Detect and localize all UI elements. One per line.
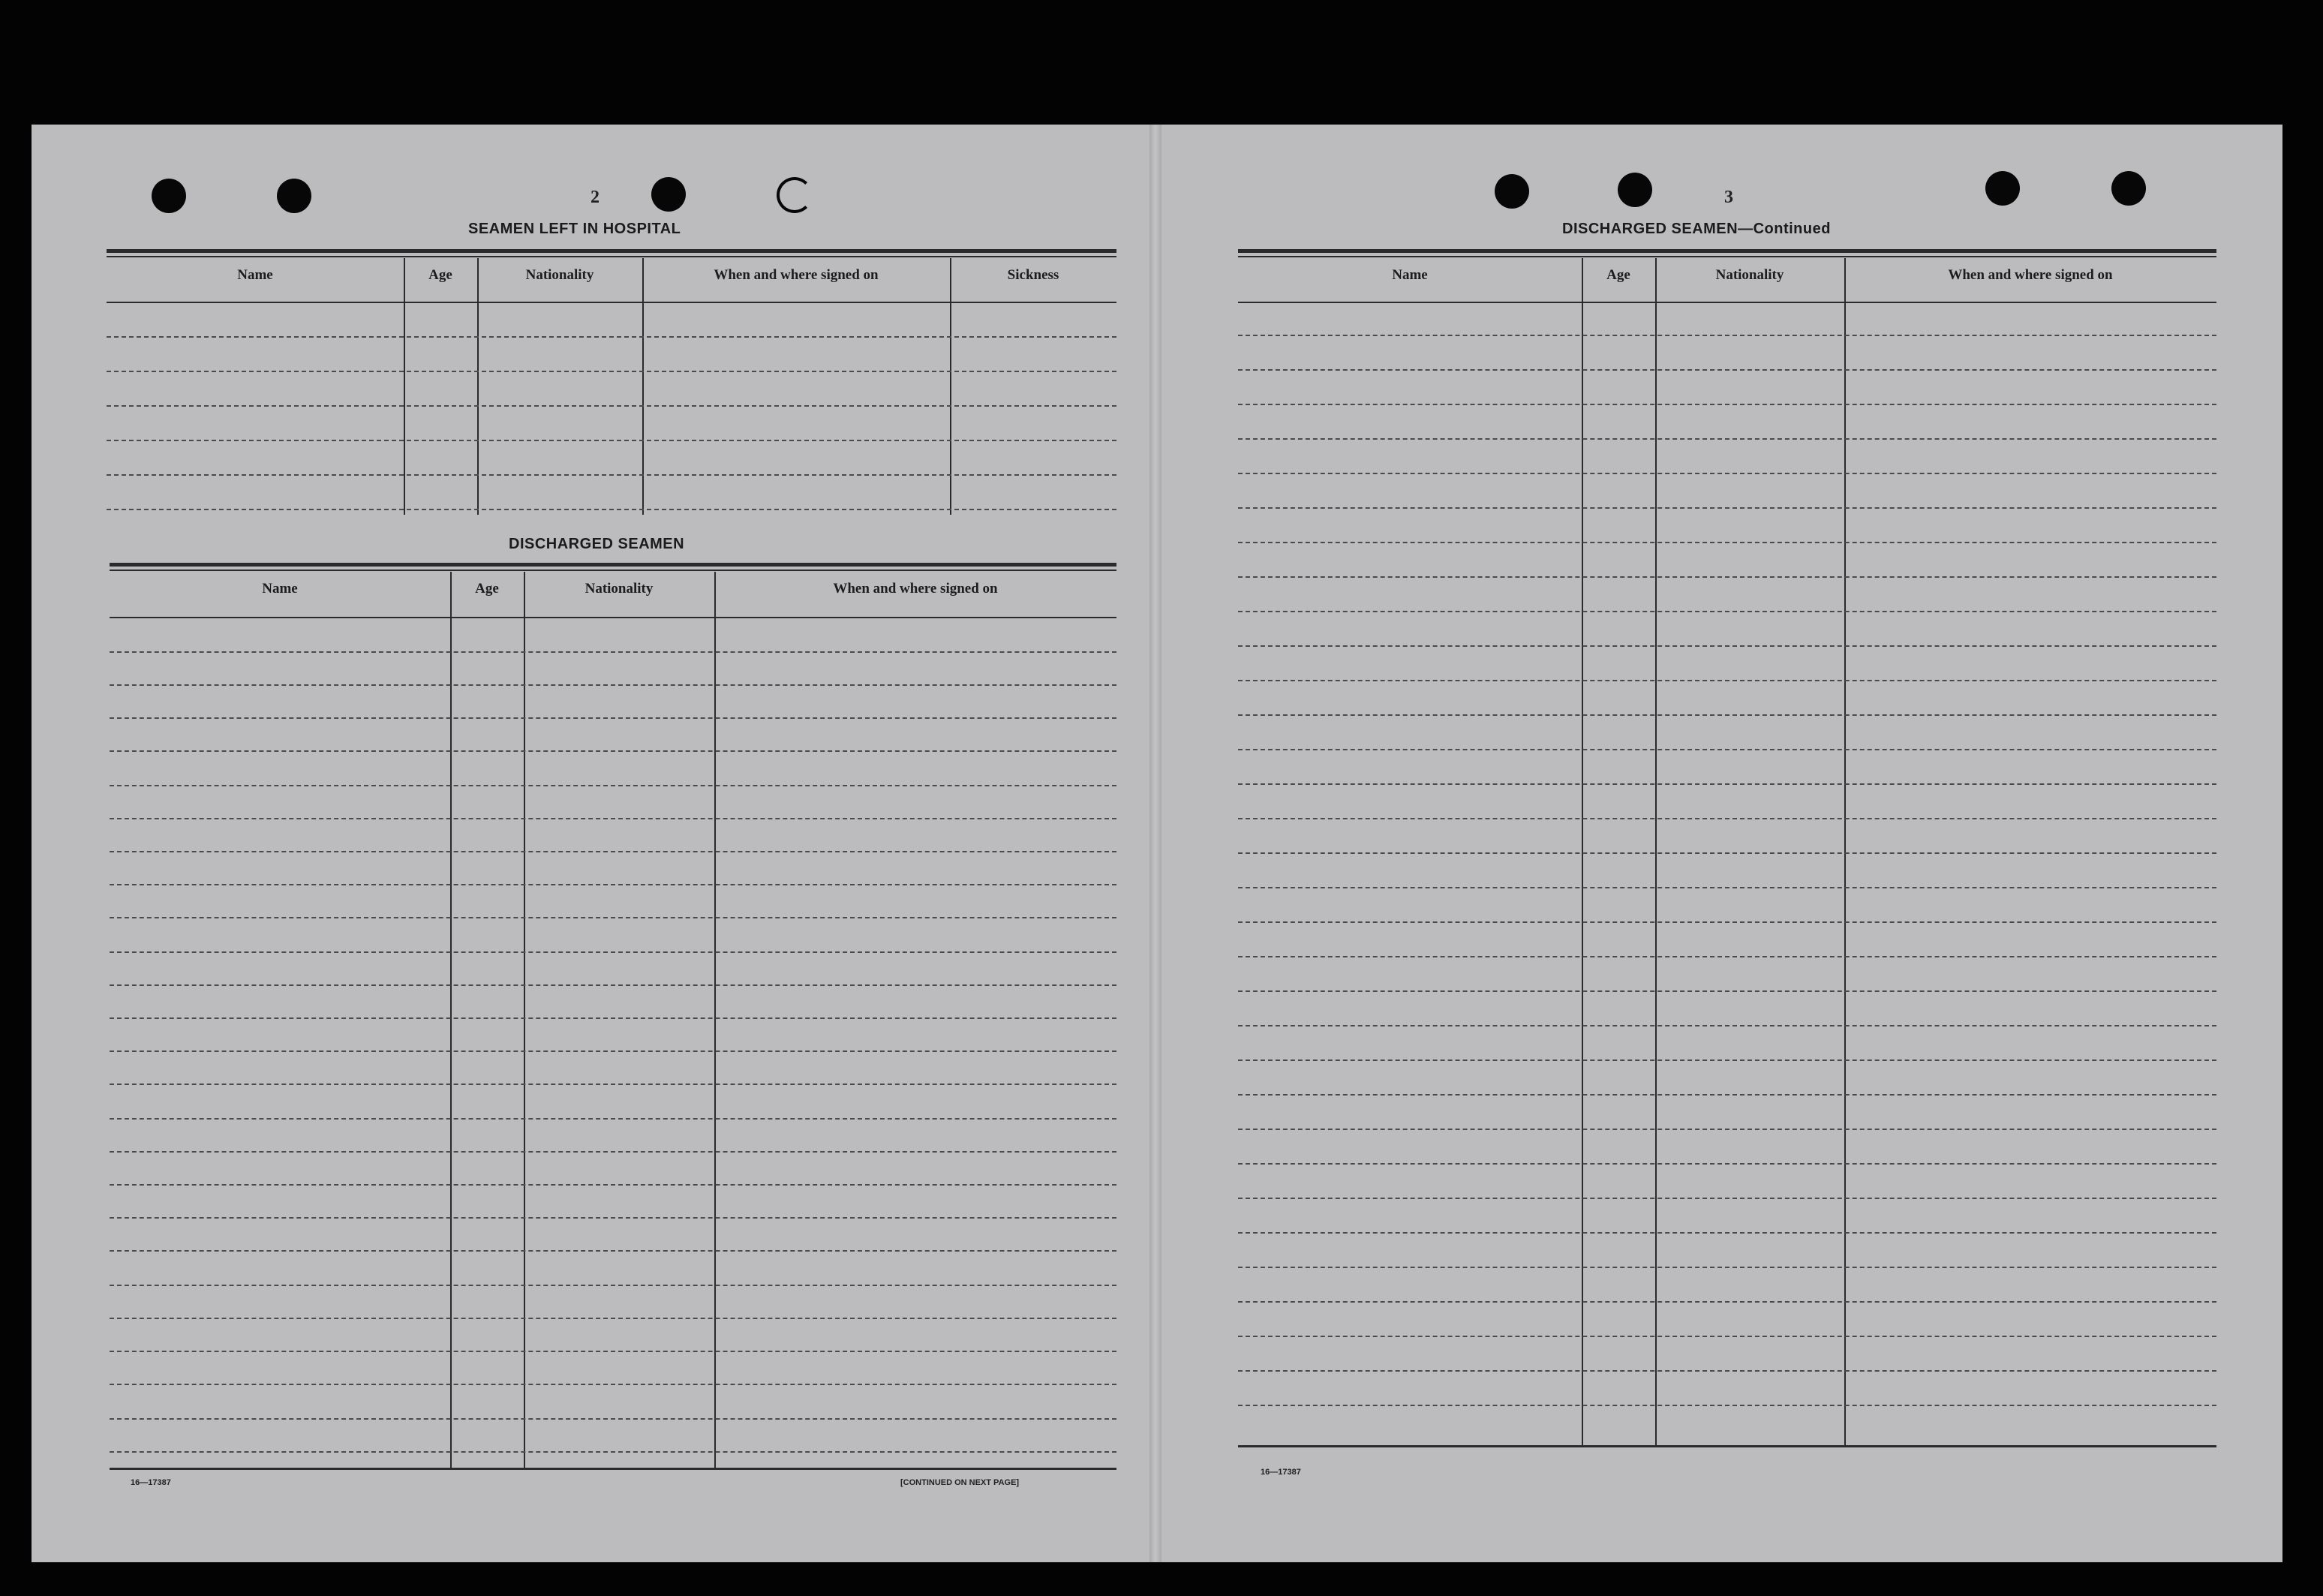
discharged-table [110,563,1116,1471]
hospital-table [107,249,1116,519]
discharged-continued-title-main: DISCHARGED SEAMEN [1562,221,1738,237]
page-number: 2 [591,188,600,207]
page-fold [1149,125,1162,1562]
form-number: 16—17387 [131,1478,171,1487]
discharged-continued-title-suffix: —Continued [1738,221,1831,237]
punch-hole [277,179,311,213]
column-header-age: Age [428,267,452,283]
column-header-name: Name [262,581,298,597]
form-number: 16—17387 [1261,1468,1301,1477]
punch-hole [651,177,686,212]
column-header-name: Name [237,267,273,283]
punch-hole [1618,173,1652,207]
punch-hole [2111,171,2146,206]
column-header-name: Name [1392,267,1428,283]
discharged-section-title: DISCHARGED SEAMEN [509,536,685,552]
right-page [1162,125,2282,1562]
punch-hole [777,177,813,213]
column-header-nationality: Nationality [525,267,594,283]
punch-hole [1495,174,1529,209]
continued-note: [CONTINUED ON NEXT PAGE] [900,1478,1020,1487]
document-sheet [32,125,2282,1562]
hospital-section-title: SEAMEN LEFT IN HOSPITAL [468,221,681,237]
column-header-when-where: When and where signed on [833,581,998,597]
column-header-nationality: Nationality [585,581,654,597]
column-header-age: Age [1606,267,1630,283]
column-header-sickness: Sickness [1007,267,1059,283]
left-page [32,125,1149,1562]
discharged-continued-table [1238,249,2216,1448]
punch-hole [152,179,186,213]
page-number: 3 [1724,188,1733,207]
punch-hole [1985,171,2020,206]
column-header-age: Age [475,581,499,597]
discharged-continued-title [1562,221,1831,238]
column-header-when-where: When and where signed on [1948,267,2113,283]
column-header-nationality: Nationality [1715,267,1784,283]
column-header-when-where: When and where signed on [714,267,879,283]
